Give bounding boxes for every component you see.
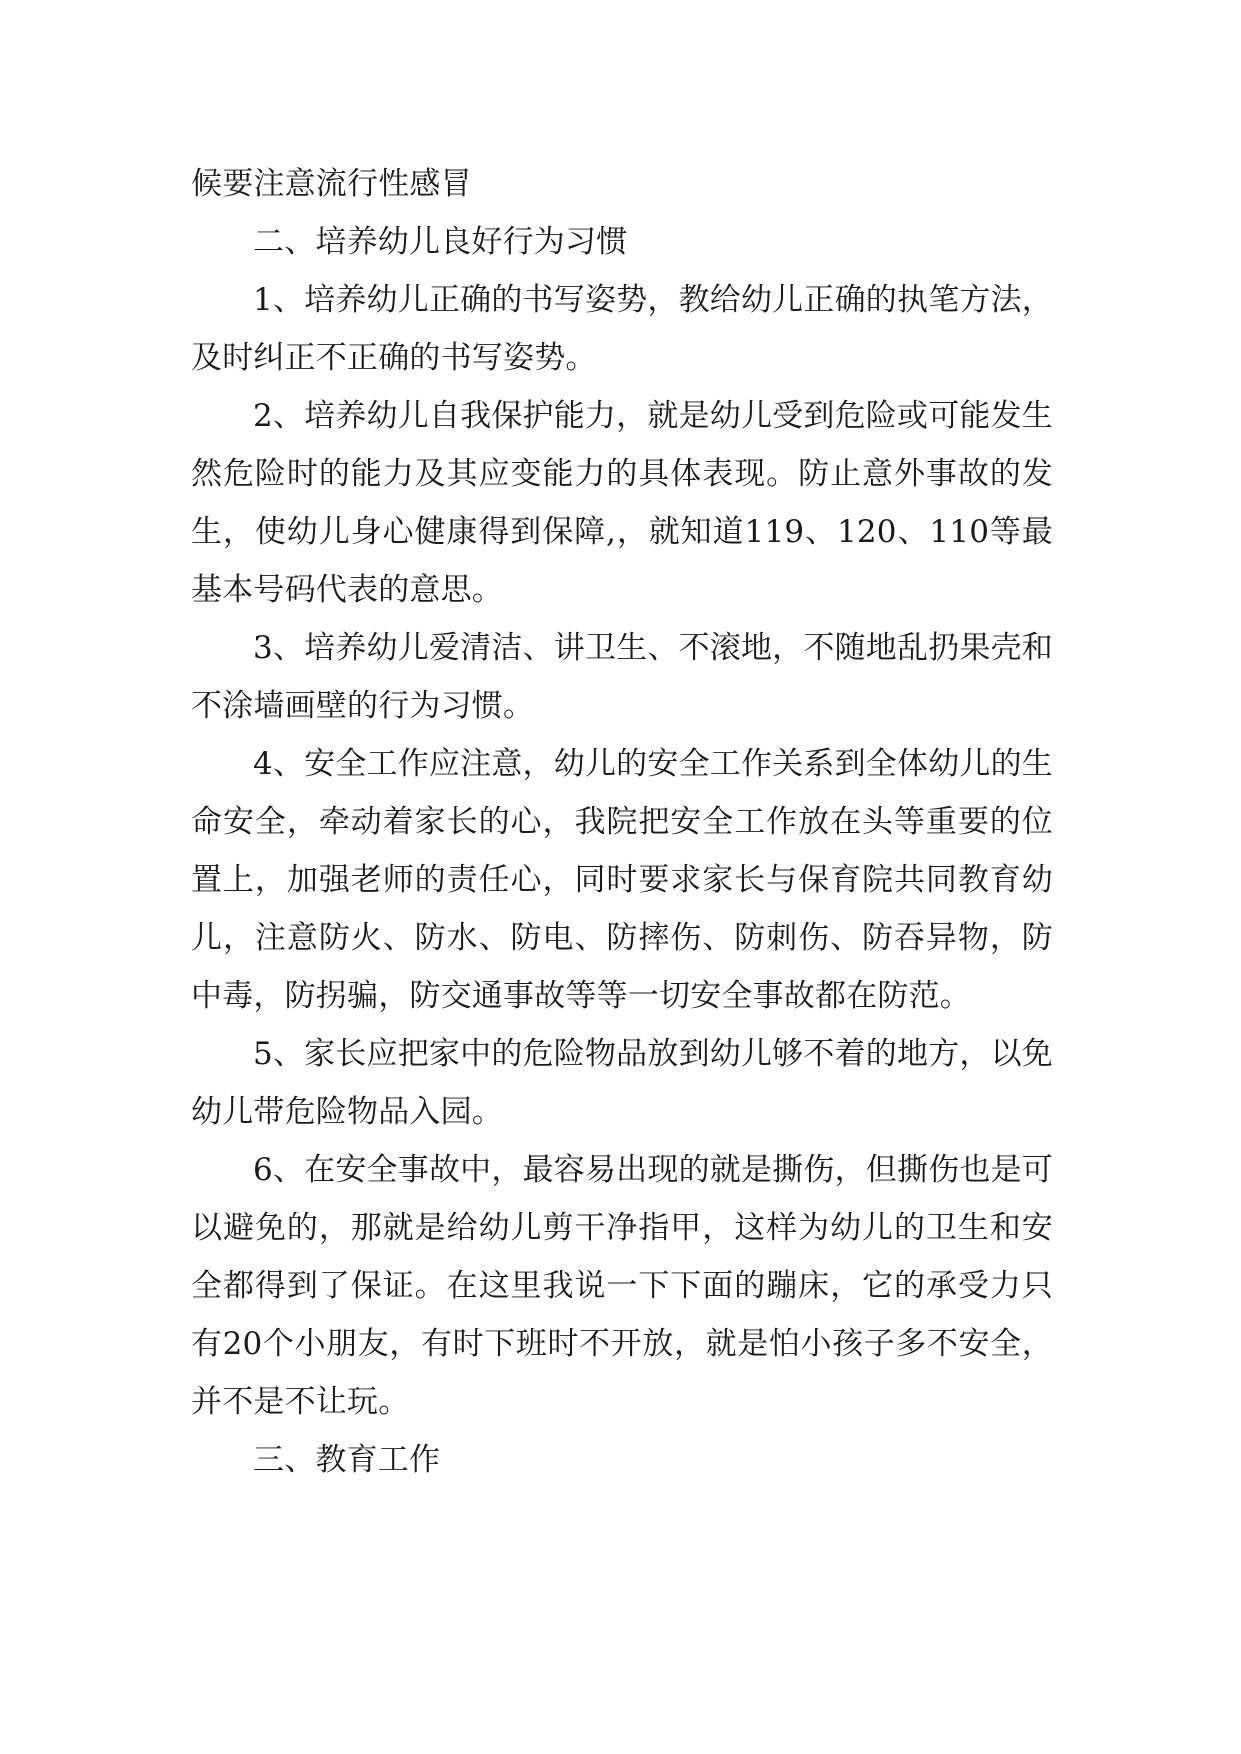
paragraph-item-4: 4、安全工作应注意，幼儿的安全工作关系到全体幼儿的生命安全，牵动着家长的心，我院把安全工作放在头等重要的位置上，加强老师的责任心，同时要求家长与保育院共同教育幼儿，注意防火、防水、防电、防摔伤、防刺伤、防吞异物，防中毒，防拐骗，防交通事故等等一切安全事故都在防范。 — [191, 746, 1053, 1014]
paragraph-continuation: 候要注意流行性感冒 — [191, 166, 472, 202]
paragraph-item-3: 3、培养幼儿爱清洁、讲卫生、不滚地，不随地乱扔果壳和不涂墙画壁的行为习惯。 — [191, 630, 1053, 724]
section-heading-3: 三、教育工作 — [253, 1442, 441, 1478]
paragraph-item-5: 5、家长应把家中的危险物品放到幼儿够不着的地方，以免幼儿带危险物品入园。 — [191, 1036, 1053, 1130]
paragraph-item-1: 1、培养幼儿正确的书写姿势，教给幼儿正确的执笔方法，及时纠正不正确的书写姿势。 — [191, 282, 1053, 376]
document-body — [191, 155, 1053, 1489]
paragraph-item-2: 2、培养幼儿自我保护能力，就是幼儿受到危险或可能发生然危险时的能力及其应变能力的具体表现。防止意外事故的发生，使幼儿身心健康得到保障,，就知道119、120、110等最基本号码代表的意思。 — [191, 398, 1053, 608]
section-heading-2: 二、培养幼儿良好行为习惯 — [253, 224, 628, 260]
paragraph-item-6: 6、在安全事故中，最容易出现的就是撕伤，但撕伤也是可以避免的，那就是给幼儿剪干净指甲，这样为幼儿的卫生和安全都得到了保证。在这里我说一下下面的蹦床，它的承受力只有20个小朋友，有时下班时不开放，就是怕小孩子多不安全，并不是不让玩。 — [191, 1152, 1053, 1420]
